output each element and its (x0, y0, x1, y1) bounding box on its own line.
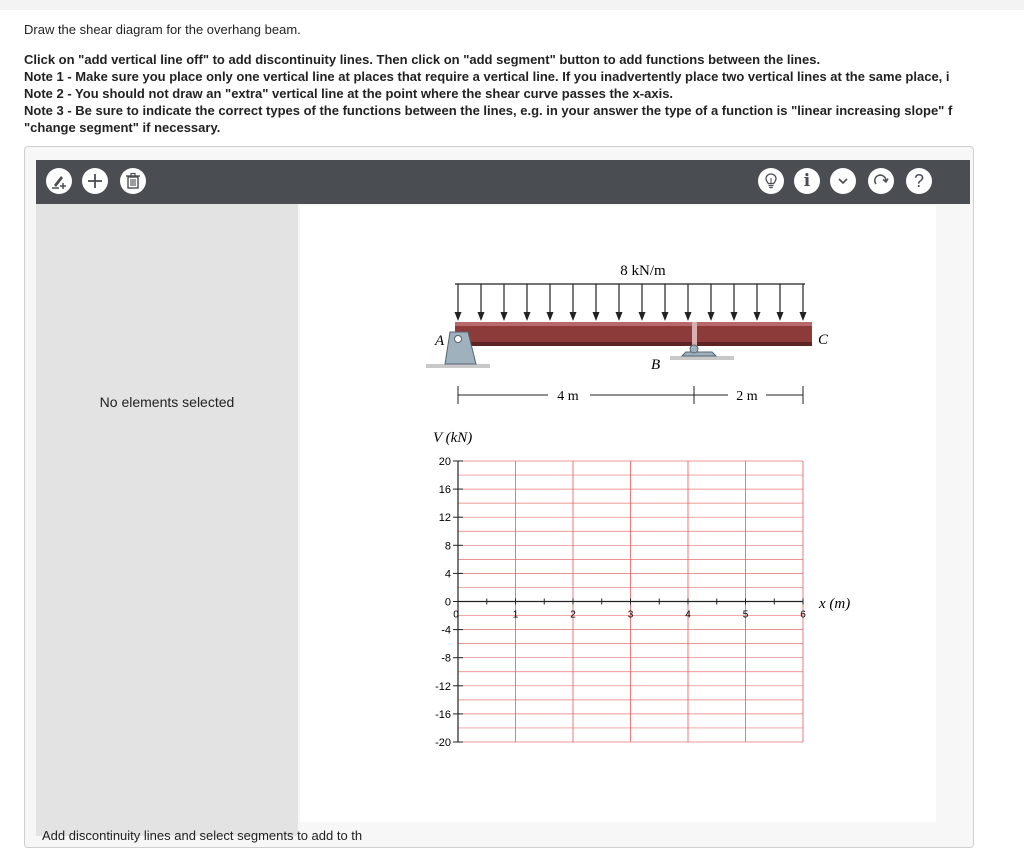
y-tick-label: -20 (435, 737, 451, 749)
label-b: B (651, 357, 661, 373)
x-axis-label: x (m) (819, 596, 851, 612)
x-tick-label: 6 (800, 609, 806, 621)
add-segment-button[interactable] (82, 168, 108, 194)
drawing-canvas[interactable] (300, 206, 936, 822)
x-tick-label: 0 (453, 609, 459, 621)
load-arrow (777, 284, 784, 321)
top-strip (0, 0, 1024, 10)
note-1: Note 1 - Make sure you place only one vertical line at places that require a vertical line. If you inadvertently place two vertical lines at the same place, i (24, 69, 950, 84)
label-c: C (818, 332, 829, 348)
load-arrow (478, 284, 485, 321)
help-button[interactable] (906, 168, 932, 194)
y-tick-label: 0 (444, 596, 451, 609)
dimension-lines (458, 386, 803, 404)
info-icon: i (803, 171, 811, 191)
x-tick-label: 3 (627, 609, 634, 621)
dimension-bc: 2 m (736, 389, 758, 404)
selection-status: No elements selected (99, 394, 235, 410)
redo-icon (872, 172, 890, 190)
load-arrow (455, 284, 462, 321)
load-arrow (501, 284, 508, 321)
beam (455, 322, 812, 346)
y-tick-label: -8 (441, 652, 451, 665)
load-arrow (731, 284, 738, 321)
load-arrow (685, 284, 692, 321)
note-3-continued: "change segment" if necessary. (24, 120, 221, 135)
y-tick-label: 16 (438, 484, 451, 497)
y-tick-label: 20 (438, 456, 451, 468)
note-3: Note 3 - Be sure to indicate the correct types of the functions between the lines, e.g. in your answer the type of a function is "linear increasing slope" f (24, 103, 953, 118)
load-arrow (708, 284, 715, 321)
chevron-down-icon (836, 174, 850, 188)
load-arrow (754, 284, 761, 321)
lightbulb-icon (762, 172, 780, 190)
load-arrow (593, 284, 600, 321)
info-button[interactable] (794, 168, 820, 194)
label-a: A (435, 333, 445, 349)
add-vertical-line-icon (50, 172, 68, 190)
distributed-load (455, 263, 807, 321)
shear-graph (433, 430, 850, 749)
note-2: Note 2 - You should not draw an "extra" vertical line at the point where the shear curve passes the x-axis. (24, 86, 674, 101)
x-tick-label: 1 (512, 609, 519, 621)
y-axis-label: V (kN) (433, 430, 473, 446)
figure-svg (300, 206, 936, 822)
x-tick-label: 2 (570, 609, 576, 621)
load-label: 8 kN/m (620, 263, 666, 279)
y-tick-label: -12 (435, 680, 451, 693)
roller-support-b (651, 345, 734, 373)
redo-button[interactable] (868, 168, 894, 194)
load-arrow (616, 284, 623, 321)
plus-icon (86, 172, 104, 190)
load-arrow (524, 284, 531, 321)
sidebar-hint: Add discontinuity lines and select segments to add to th (42, 828, 363, 843)
x-tick-label: 4 (685, 609, 691, 621)
x-tick-label: 5 (742, 609, 749, 621)
load-arrow (800, 284, 807, 321)
load-arrow (570, 284, 577, 321)
dropdown-button[interactable] (830, 168, 856, 194)
load-arrow (547, 284, 554, 321)
help-icon: ? (913, 171, 924, 191)
delete-button[interactable] (120, 168, 146, 194)
y-tick-label: 12 (438, 512, 451, 525)
toolbar (36, 160, 970, 204)
trash-icon (124, 172, 142, 190)
y-tick-label: 4 (444, 568, 451, 581)
y-tick-label: -4 (441, 624, 451, 637)
y-tick-label: 8 (444, 540, 451, 553)
add-vertical-line-button[interactable] (46, 168, 72, 194)
instruction-lead: Draw the shear diagram for the overhang beam. (24, 22, 301, 37)
sidebar-panel (36, 204, 363, 843)
dimension-ab: 4 m (557, 389, 579, 404)
instructions (24, 22, 1024, 136)
instruction-line: Click on "add vertical line off" to add discontinuity lines. Then click on "add segment" button to add functions between the lines. (24, 52, 821, 67)
y-tick-label: -16 (435, 708, 451, 721)
load-arrow (639, 284, 646, 321)
load-arrow (662, 284, 669, 321)
hint-button[interactable] (758, 168, 784, 194)
